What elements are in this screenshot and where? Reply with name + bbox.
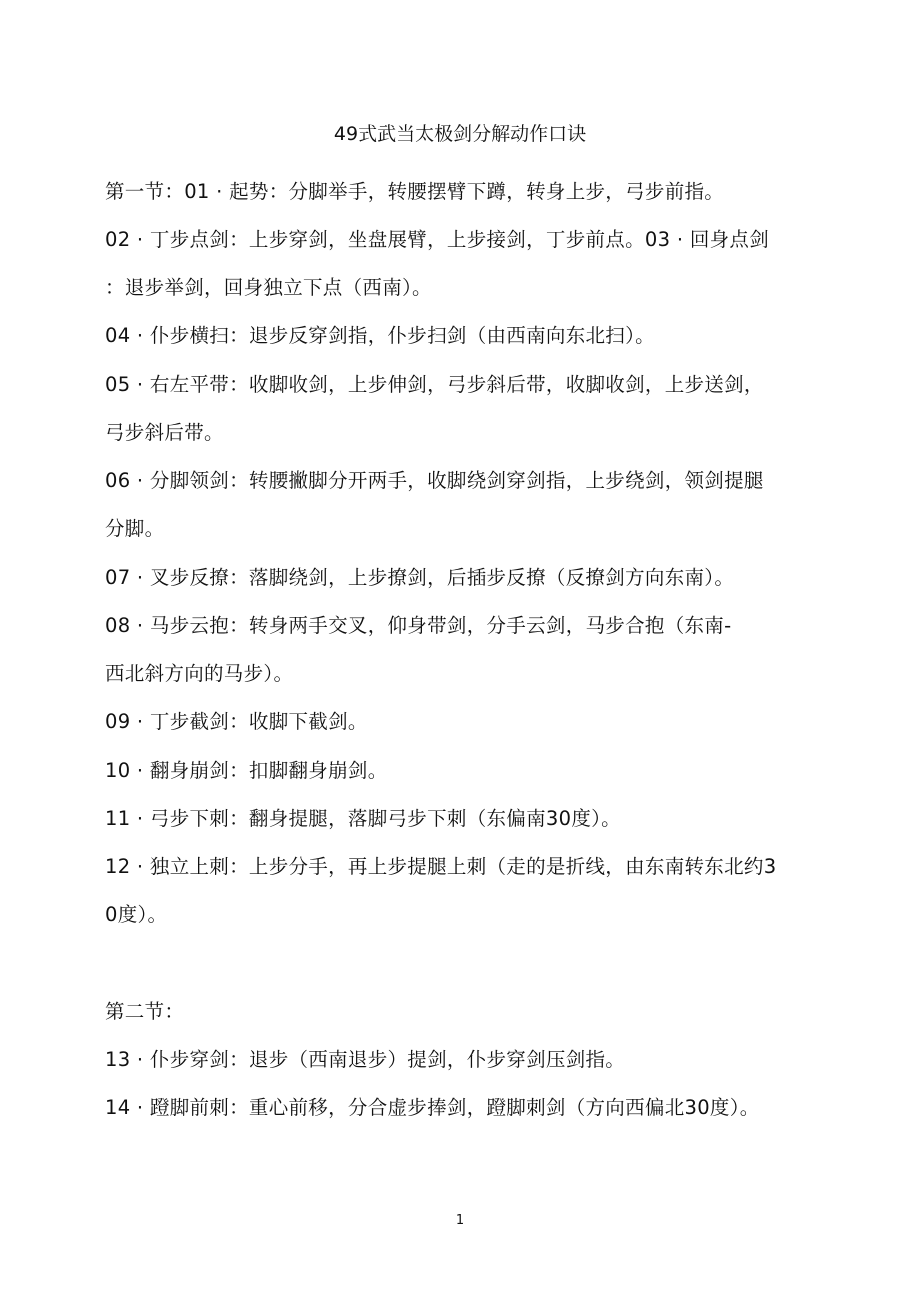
text-line: 13 · 仆步穿剑：退步（西南退步）提剑，仆步穿剑压剑指。 bbox=[105, 1048, 626, 1071]
page-number: 1 bbox=[455, 1213, 465, 1228]
text-line: 04 · 仆步横扫：退步反穿剑指，仆步扫剑（由西南向东北扫）。 bbox=[105, 324, 655, 347]
text-line: ：退步举剑，回身独立下点（西南）。 bbox=[105, 276, 432, 299]
text-line: 分脚。 bbox=[105, 517, 165, 540]
text-line: 05 · 右左平带：收脚收剑，上步伸剑，弓步斜后带，收脚收剑，上步送剑， bbox=[105, 373, 764, 396]
text-line: 08 · 马步云抱：转身两手交叉，仰身带剑，分手云剑，马步合抱（东南- bbox=[105, 614, 732, 637]
text-line: 12 · 独立上刺：上步分手，再上步提腿上刺（走的是折线，由东南转东北约3 bbox=[105, 855, 777, 878]
text-line: 14 · 蹬脚前刺：重心前移，分合虚步捧剑，蹬脚刺剑（方向西偏北30度）。 bbox=[105, 1096, 760, 1119]
text-line: 07 · 叉步反撩：落脚绕剑，上步撩剑，后插步反撩（反撩剑方向东南）。 bbox=[105, 566, 735, 589]
text-line: 第一节：01 · 起势：分脚举手，转腰摆臂下蹲，转身上步，弓步前指。 bbox=[105, 180, 725, 203]
text-line: 09 · 丁步截剑：收脚下截剑。 bbox=[105, 710, 368, 733]
text-line: 0度）。 bbox=[105, 903, 168, 926]
text-line: 弓步斜后带。 bbox=[105, 421, 224, 444]
text-line: 10 · 翻身崩剑：扣脚翻身崩剑。 bbox=[105, 759, 388, 782]
text-line: 02 · 丁步点剑：上步穿剑，坐盘展臂，上步接剑，丁步前点。03 · 回身点剑 bbox=[105, 228, 770, 251]
document-title: 49式武当太极剑分解动作口诀 bbox=[333, 123, 587, 145]
text-line: 06 · 分脚领剑：转腰撇脚分开两手，收脚绕剑穿剑指，上步绕剑，领剑提腿 bbox=[105, 469, 764, 492]
text-line: 西北斜方向的马步）。 bbox=[105, 662, 294, 685]
section-heading: 第二节： bbox=[105, 1000, 185, 1023]
text-line: 11 · 弓步下刺：翻身提腿，落脚弓步下刺（东偏南30度）。 bbox=[105, 807, 621, 830]
